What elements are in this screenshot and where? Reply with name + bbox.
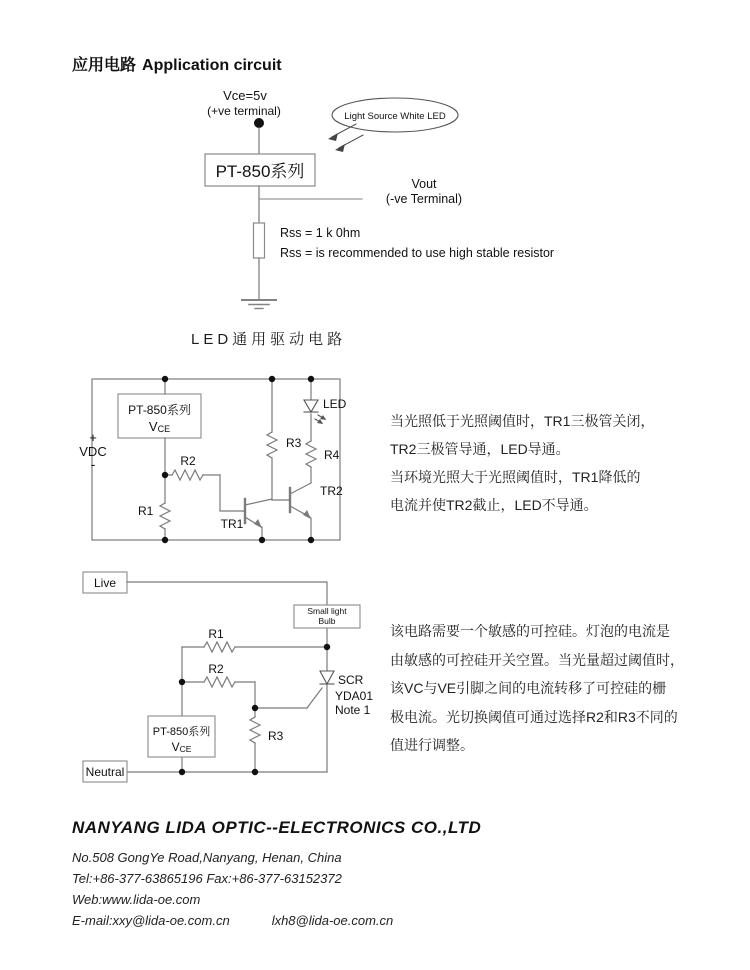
r1-label: R1 [138,504,154,518]
paragraph-line: TR2三极管导通，LED导通。 [390,441,570,457]
company-email-2: lxh8@lida-oe.com.cn [271,913,394,928]
vcc-sub-label: (+ve terminal) [207,104,281,118]
tr2-transistor-icon [288,483,311,519]
ground-icon [242,300,276,309]
vce-label: VCE [171,740,192,754]
paragraph-line: 极电流。光切换阈值可通过选择R2和R3不同的 [390,708,678,725]
company-footer [72,818,481,931]
pt850-box-label: PT-850系列 [128,403,191,417]
company-email-line [72,910,481,931]
pt850-box-label: PT-850系列 [215,162,305,181]
page-title-en: Application circuit [142,57,282,74]
company-name: NANYANG LIDA OPTIC--ELECTRONICS CO.,LTD [72,818,482,837]
vdc-label: VDC [79,444,107,459]
circuit2-diagram [79,376,346,543]
paragraph-line: 当光照低于光照阈值时，TR1三极管关闭， [390,413,655,429]
pt850-box-label: PT-850系列 [152,726,211,738]
page-title-zh: 应用电路 [72,57,137,74]
r2-label: R2 [180,454,196,468]
vout-sub-label: (-ve Terminal) [385,192,463,206]
company-email-1: E-mail:xxy@lida-oe.com.cn [72,913,230,928]
minus-label: - [90,456,96,472]
tr2-label: TR2 [320,484,343,498]
vce-label: VCE [148,419,171,434]
scr-part-label: YDA01 [335,689,374,703]
r3-label: R3 [286,436,302,450]
rss-value-label: Rss = 1 k 0hm [280,226,361,240]
paragraph-line: 电流并使TR2截止，LED不导通。 [390,497,598,513]
circuit1-diagram [205,88,554,309]
terminal-dot [254,118,264,128]
company-address: No.508 GongYe Road,Nanyang, Henan, China [72,850,342,865]
description-paragraph-2 [390,617,684,760]
light-source-label: Light Source White LED [344,111,446,122]
company-telfax: Tel:+86-377-63865196 Fax:+86-377-63152372 [72,871,342,886]
description-paragraph-1 [390,407,654,519]
rss-resistor [254,223,265,258]
plus-label: + [89,430,97,445]
circuit3-diagram [83,572,373,782]
tr1-transistor-icon [243,499,272,540]
r2-label: R2 [208,662,224,676]
scr-label: SCR [338,673,364,687]
bulb-label-line2: Bulb [318,616,336,626]
paragraph-line: 由敏感的可控硅开关空置。当光量超过阈值时， [390,651,684,668]
led-circuit-title: LED通用驱动电路 [191,331,347,348]
tr1-label: TR1 [220,517,244,531]
vcc-label: Vce=5v [223,88,267,103]
paragraph-line: 该VC与VE引脚之间的电流转移了可控硅的栅 [390,680,667,696]
neutral-label: Neutral [85,765,125,779]
r1-label: R1 [208,627,224,641]
scr-icon [320,671,334,684]
vout-label: Vout [411,177,437,191]
scr-note-label: Note 1 [335,703,371,717]
paragraph-line: 当环境光照大于光照阈值时，TR1降低的 [390,469,641,485]
led-label: LED [323,397,347,411]
r3-label: R3 [268,729,284,743]
live-label: Live [93,576,117,590]
rss-note-label: Rss = is recommended to use high stable resistor [280,246,555,260]
r4-label: R4 [324,448,340,462]
paragraph-line: 该电路需要一个敏感的可控硅。灯泡的电流是 [390,623,670,639]
bulb-label-line1: Small light [307,606,347,616]
company-web: Web:www.lida-oe.com [72,892,201,907]
paragraph-line: 值进行调整。 [390,737,474,753]
